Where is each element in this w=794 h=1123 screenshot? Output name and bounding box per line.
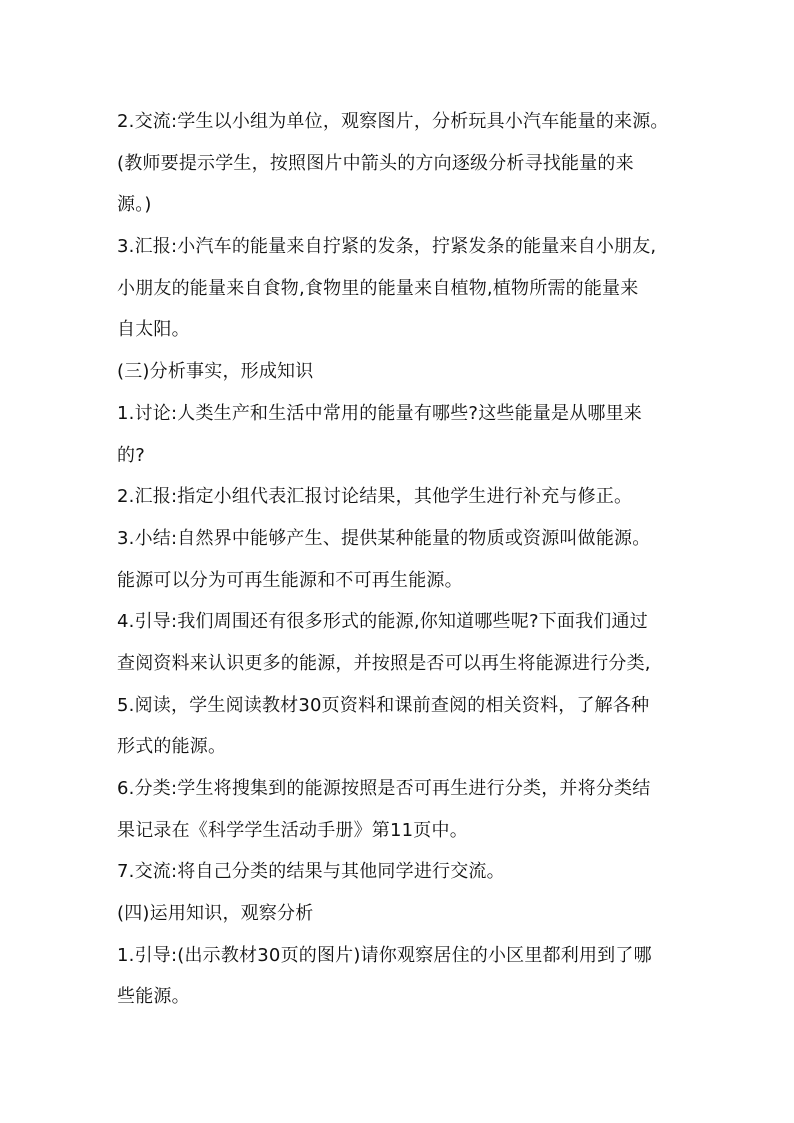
section-heading: (三)分析事实，形成知识 — [117, 361, 314, 383]
text-line: 1.引导:(出示教材30页的图片)请你观察居住的小区里都利用到了哪 — [117, 944, 652, 966]
text-line: 3.小结:自然界中能够产生、提供某种能量的物质或资源叫做能源。 — [117, 527, 651, 549]
text-line: 源。) — [117, 194, 152, 216]
text-line: 2.汇报:指定小组代表汇报讨论结果，其他学生进行补充与修正。 — [117, 486, 633, 508]
text-line: 果记录在《科学学生活动手册》第11页中。 — [117, 819, 468, 841]
text-line: 2.交流:学生以小组为单位，观察图片，分析玩具小汽车能量的来源。 — [117, 111, 669, 132]
text-line: 些能源。 — [117, 986, 190, 1008]
section-heading: (四)运用知识，观察分析 — [117, 903, 314, 925]
text-line: 查阅资料来认识更多的能源，并按照是否可以再生将能源进行分类, — [117, 652, 651, 674]
document-body — [117, 101, 689, 1018]
text-line: 6.分类:学生将搜集到的能源按照是否可再生进行分类，并将分类结 — [117, 778, 651, 799]
text-line: 形式的能源。 — [117, 736, 227, 758]
text-line: (教师要提示学生，按照图片中箭头的方向逐级分析寻找能量的来 — [117, 152, 634, 174]
text-line: 3.汇报:小汽车的能量来自拧紧的发条，拧紧发条的能量来自小朋友, — [117, 236, 657, 258]
text-line: 7.交流:将自己分类的结果与其他同学进行交流。 — [117, 861, 505, 883]
text-line: 小朋友的能量来自食物,食物里的能量来自植物,植物所需的能量来 — [117, 277, 639, 299]
text-line: 能源可以分为可再生能源和不可再生能源。 — [117, 569, 463, 591]
text-line: 1.讨论:人类生产和生活中常用的能量有哪些?这些能量是从哪里来 — [117, 402, 642, 424]
text-line: 4.引导:我们周围还有很多形式的能源,你知道哪些呢?下面我们通过 — [117, 611, 648, 633]
text-line: 5.阅读，学生阅读教材30页资料和课前查阅的相关资料，了解各种 — [117, 694, 650, 716]
text-line: 的? — [117, 444, 145, 466]
text-line: 自太阳。 — [117, 319, 190, 341]
